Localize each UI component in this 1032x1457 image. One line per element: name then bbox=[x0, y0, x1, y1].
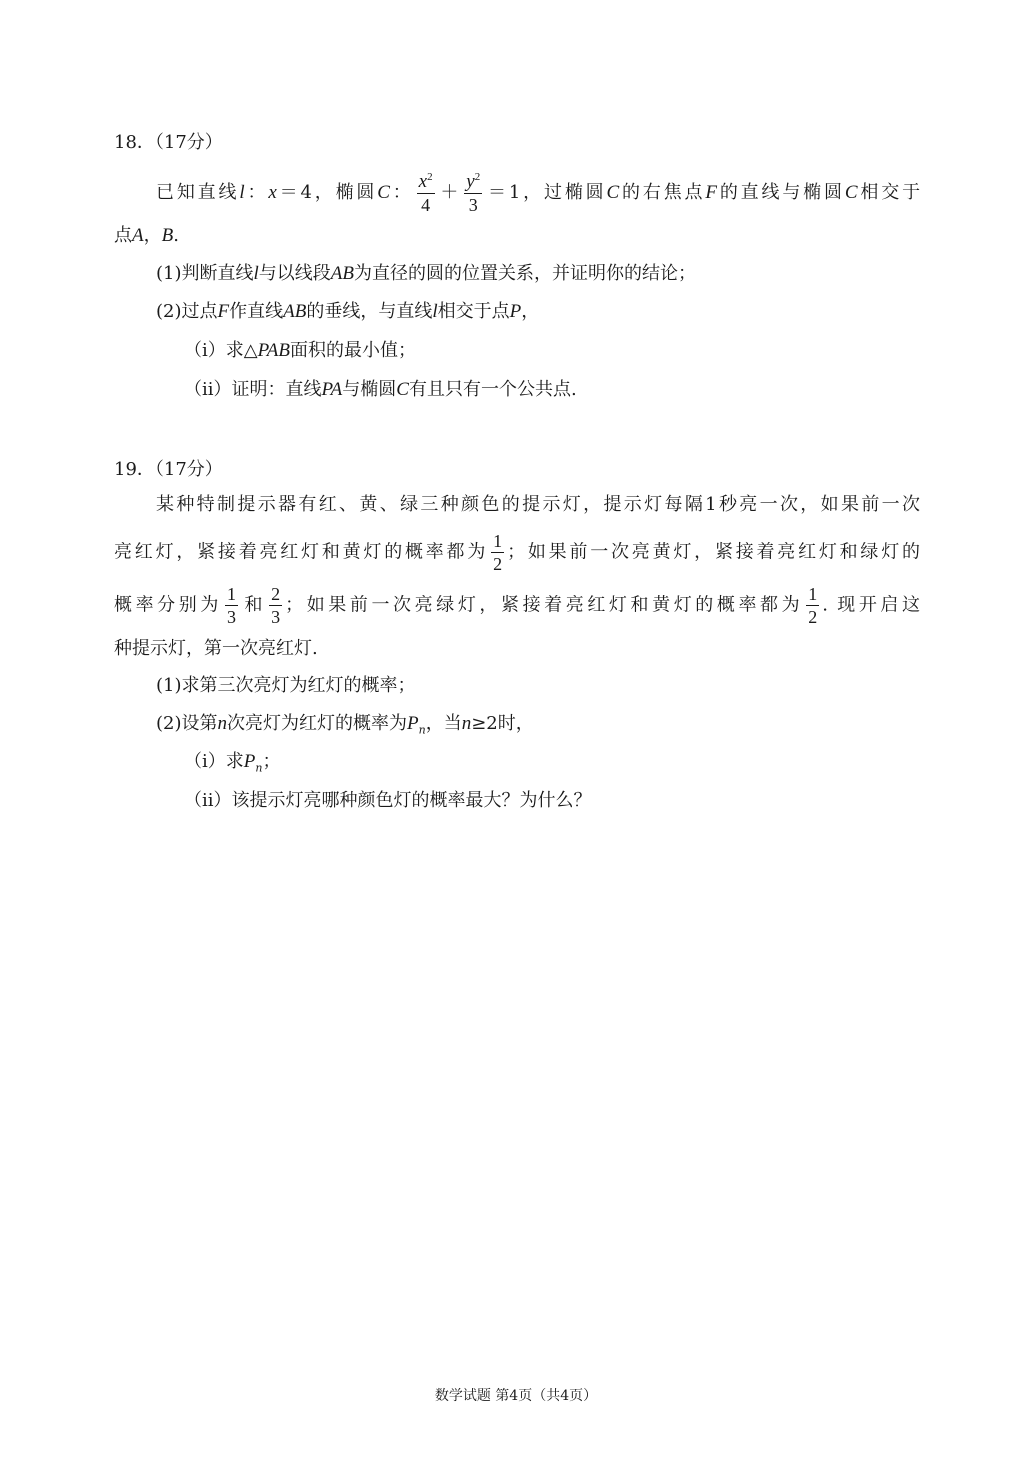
page-footer: 数学试题 第4页（共4页） bbox=[434, 1388, 598, 1404]
fraction-two-thirds: $\frac{2}{3}$ bbox=[271, 584, 281, 627]
question-19-sub-ii: （ⅱ）该提示灯亮哪种颜色灯的概率最大？为什么？ bbox=[184, 790, 592, 811]
ellipse-fraction-y: $\frac{y^2}{3}$ bbox=[466, 171, 481, 215]
question-19-header: 19．（17分） bbox=[114, 459, 223, 480]
question-18-part-2: (2)过点F作直线AB的垂线，与直线l相交于点P， bbox=[156, 301, 540, 322]
question-18-stem-line1: 已知直线l：x＝4，椭圆C： $\frac{x^2}{4}$ ＋ $\frac{y^2}{3}$ ＝1，过椭圆C的右焦点F的直线与椭圆C相交于 bbox=[156, 171, 921, 215]
question-19-part-1: (1)求第三次亮灯为红灯的概率； bbox=[156, 675, 416, 696]
question-18-stem-line2: 点A，B. bbox=[114, 225, 179, 246]
question-18-part-1: (1)判断直线l与以线段AB为直径的圆的位置关系，并证明你的结论； bbox=[156, 263, 696, 284]
question-18-sub-i: （ⅰ）求△PAB面积的最小值； bbox=[184, 340, 416, 361]
question-18-header: 18．（17分） bbox=[114, 132, 223, 153]
ellipse-fraction-x: $\frac{x^2}{4}$ bbox=[418, 171, 433, 215]
question-18-sub-ii: （ⅱ）证明：直线PA与椭圆C有且只有一个公共点. bbox=[184, 379, 577, 400]
question-19-part-2: (2)设第n次亮灯为红灯的概率为$P_n$，当n≥2时， bbox=[156, 713, 534, 737]
fraction-one-half-2: $\frac{1}{2}$ bbox=[808, 584, 818, 627]
fraction-one-third: $\frac{1}{3}$ bbox=[226, 584, 236, 627]
question-19-sub-i: （ⅰ）求$P_n$； bbox=[184, 751, 281, 775]
question-19-stem-line2: 亮红灯，紧接着亮红灯和黄灯的概率都为 $\frac{1}{2}$ ；如果前一次亮黄灯，紧接着亮红灯和绿灯的 bbox=[114, 531, 920, 574]
fraction-one-half: $\frac{1}{2}$ bbox=[493, 531, 503, 574]
question-19-stem-line1: 某种特制提示器有红、黄、绿三种颜色的提示灯，提示灯每隔1秒亮一次，如果前一次 bbox=[156, 494, 920, 515]
question-19-stem-line3: 概率分别为 $\frac{1}{3}$ 和 $\frac{2}{3}$ ；如果前一次亮绿灯，紧接着亮红灯和黄灯的概率都为 $\frac{1}{2}$ . 现开启这 bbox=[114, 584, 921, 627]
question-19-stem-line4: 种提示灯，第一次亮红灯. bbox=[114, 638, 318, 659]
